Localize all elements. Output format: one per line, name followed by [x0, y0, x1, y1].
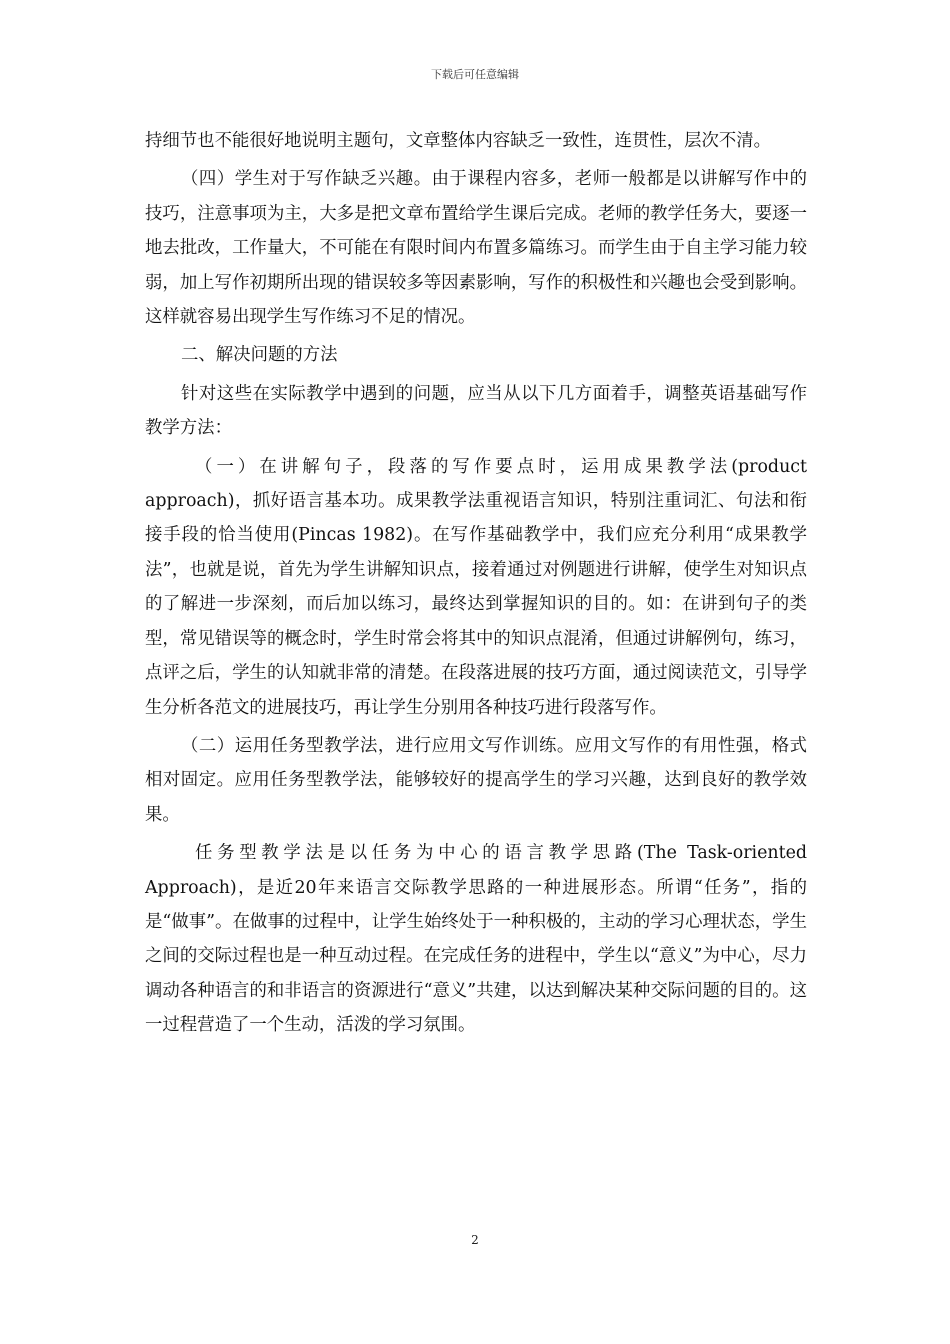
paragraph-task-method: 任务型教学法是以任务为中心的语言教学思路(The Task-oriented Approach)，是近20年来语言交际教学思路的一种进展形态。所谓“任务”，指的是“做事”。在做事的过程中，让学生始终处于一种积极的，主动的学习心理状态，学生之间的交际过程也是一种互动过程。在完成任务的进程中，学生以“意义”为中心，尽力调动各种语言的和非语言的资源进行“意义”共建，以达到解决某种交际问题的目的。这一过程营造了一个生动，活泼的学习氛围。	[145, 843, 807, 1036]
paragraph-point-two: （二）运用任务型教学法，进行应用文写作训练。应用文写作的有用性强，格式相对固定。应用任务型教学法，能够较好的提高学生的学习兴趣，达到良好的教学效果。	[145, 735, 807, 825]
page-header: 下载后可任意编辑	[431, 68, 519, 81]
document-body	[145, 124, 807, 1047]
paragraph-continuation: 持细节也不能很好地说明主题句，文章整体内容缺乏一致性，连贯性，层次不清。	[145, 131, 772, 151]
page-number: 2	[471, 1233, 479, 1247]
paragraph-point-four: （四）学生对于写作缺乏兴趣。由于课程内容多，老师一般都是以讲解写作中的技巧，注意事项为主，大多是把文章布置给学生课后完成。老师的教学任务大，要逐一地去批改，工作量大，不可能在有限时间内布置多篇练习。而学生由于自主学习能力较弱，加上写作初期所出现的错误较多等因素影响，写作的积极性和兴趣也会受到影响。这样就容易出现学生写作练习不足的情况。	[145, 169, 807, 328]
section-heading: 二、解决问题的方法	[181, 345, 338, 366]
paragraph-intro: 针对这些在实际教学中遇到的问题，应当从以下几方面着手，调整英语基础写作教学方法：	[145, 383, 807, 439]
paragraph-point-one: （一）在讲解句子，段落的写作要点时，运用成果教学法(product approach)，抓好语言基本功。成果教学法重视语言知识，特别注重词汇、句法和衔接手段的恰当使用(Pincas 1982)。在写作基础教学中，我们应充分利用“成果教学法”，也就是说，首先为学生讲解知识点，接着通过对例题进行讲解，使学生对知识点的了解进一步深刻，而后加以练习，最终达到掌握知识的目的。如：在讲到句子的类型，常见错误等的概念时，学生时常会将其中的知识点混淆，但通过讲解例句，练习，点评之后，学生的认知就非常的清楚。在段落进展的技巧方面，通过阅读范文，引导学生分析各范文的进展技巧，再让学生分别用各种技巧进行段落写作。	[145, 456, 807, 718]
